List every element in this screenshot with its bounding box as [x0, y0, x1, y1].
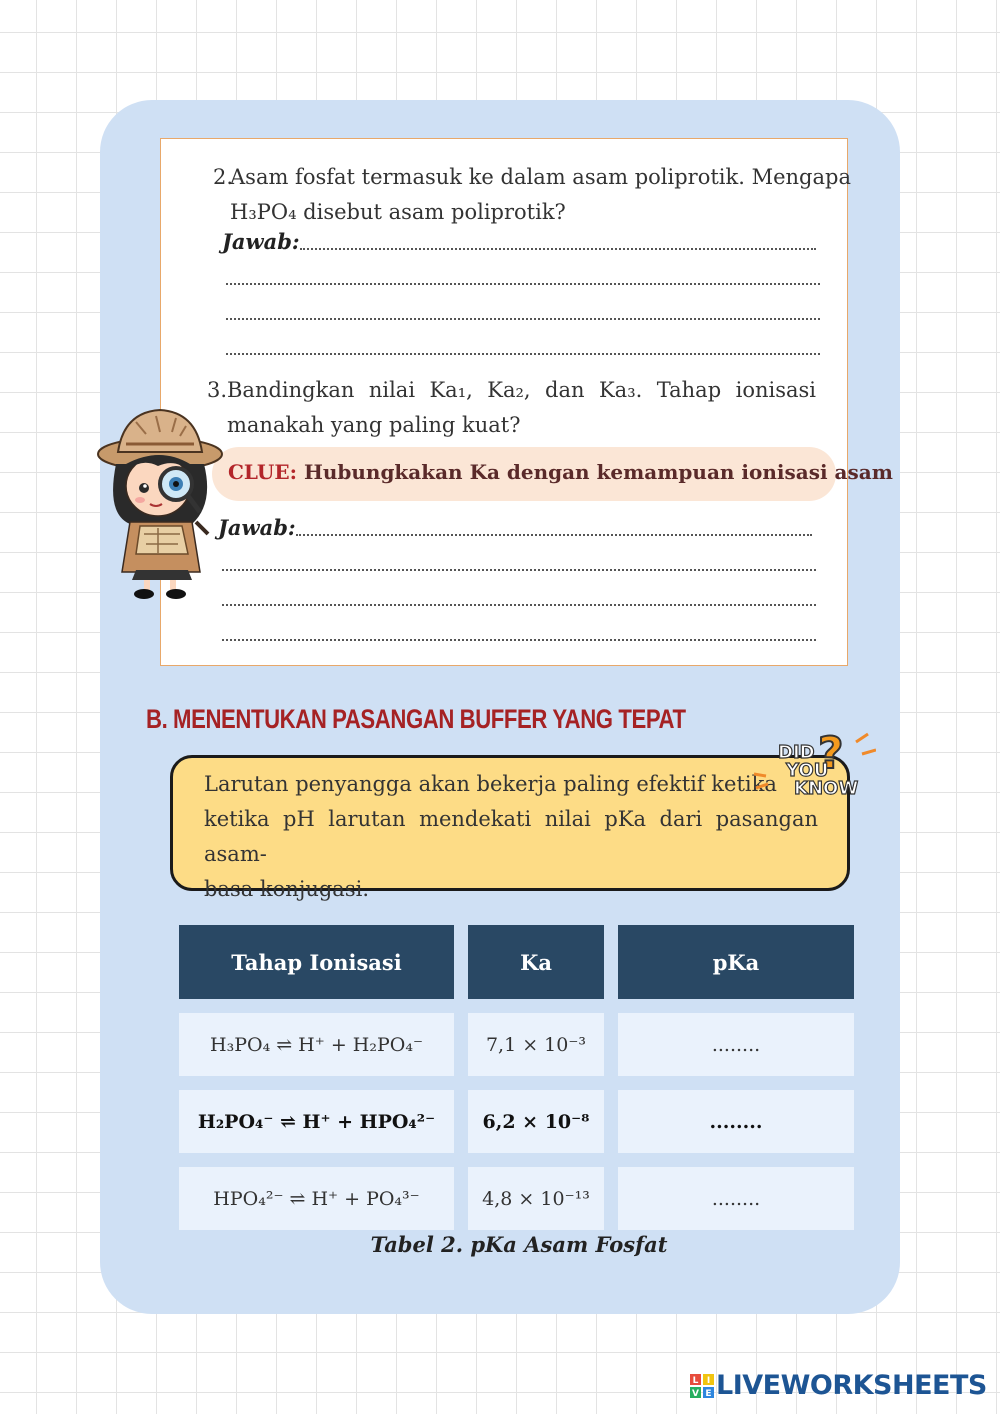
table-row-2-reaction: H₂PO₄⁻ ⇌ H⁺ + HPO₄²⁻	[179, 1090, 454, 1153]
answer-line-3-1[interactable]	[296, 534, 812, 536]
table-header-pka: pKa	[618, 925, 854, 999]
question-2-line-1: Asam fosfat termasuk ke dalam asam poliprotik. Mengapa	[230, 165, 851, 189]
brand-name: LIVEWORKSHEETS	[716, 1370, 987, 1401]
info-line-1: Larutan penyangga akan bekerja paling efektif ketika	[204, 772, 777, 796]
question-3-line-2: manakah yang paling kuat?	[227, 413, 521, 437]
answer-label-2: Jawab:	[222, 229, 300, 254]
table-header-ka: Ka	[468, 925, 604, 999]
question-3-number: 3.	[207, 378, 228, 402]
table-caption: Tabel 2. pKa Asam Fosfat	[370, 1232, 668, 1257]
svg-text:?: ?	[818, 728, 844, 779]
clue-label: CLUE:	[228, 460, 297, 484]
answer-line-2-2[interactable]	[226, 283, 820, 285]
answer-line-3-3[interactable]	[222, 604, 816, 606]
table-row-1-pka[interactable]: ........	[618, 1013, 854, 1076]
question-2-number: 2.	[213, 165, 234, 189]
section-title: B. MENENTUKAN PASANGAN BUFFER YANG TEPAT	[146, 704, 686, 734]
info-text	[204, 767, 818, 907]
question-2	[213, 160, 851, 230]
info-line-3: basa konjugasi.	[204, 877, 369, 901]
table-row-3-reaction: HPO₄²⁻ ⇌ H⁺ + PO₄³⁻	[179, 1167, 454, 1230]
badge-word-1: DID	[778, 742, 815, 763]
clue	[228, 460, 893, 484]
table-row-3-pka[interactable]: ........	[618, 1167, 854, 1230]
table-row-2-pka[interactable]: ........	[618, 1090, 854, 1153]
svg-text:V: V	[692, 1388, 699, 1398]
svg-text:I: I	[706, 1375, 711, 1386]
did-you-know-badge	[752, 728, 876, 810]
answer-line-3-4[interactable]	[222, 639, 816, 641]
question-3-line-1: Bandingkan nilai Ka₁, Ka₂, dan Ka₃. Tahap ionisasi	[227, 378, 816, 402]
table-row-1-reaction: H₃PO₄ ⇌ H⁺ + H₂PO₄⁻	[179, 1013, 454, 1076]
answer-line-2-3[interactable]	[226, 318, 820, 320]
svg-text:L: L	[692, 1375, 699, 1386]
detective-girl-illustration	[96, 404, 226, 600]
question-3	[207, 373, 816, 443]
svg-text:E: E	[705, 1388, 712, 1398]
answer-line-2-4[interactable]	[226, 353, 820, 355]
info-line-2: ketika pH larutan mendekati nilai pKa dari pasangan asam-	[204, 807, 818, 866]
badge-word-2: YOU	[786, 760, 829, 781]
answer-label-3: Jawab:	[218, 515, 296, 540]
liveworksheets-icon	[690, 1374, 714, 1398]
table-header-stage: Tahap Ionisasi	[179, 925, 454, 999]
question-2-line-2: H₃PO₄ disebut asam poliprotik?	[230, 200, 566, 224]
badge-word-3: KNOW	[794, 778, 859, 799]
answer-line-2-1[interactable]	[300, 248, 816, 250]
clue-text: Hubungkakan Ka dengan kemampuan ionisasi asam	[303, 460, 893, 484]
table-row-2-ka: 6,2 × 10⁻⁸	[468, 1090, 604, 1153]
liveworksheets-logo	[690, 1370, 987, 1401]
answer-line-3-2[interactable]	[222, 569, 816, 571]
table-row-3-ka: 4,8 × 10⁻¹³	[468, 1167, 604, 1230]
table-row-1-ka: 7,1 × 10⁻³	[468, 1013, 604, 1076]
